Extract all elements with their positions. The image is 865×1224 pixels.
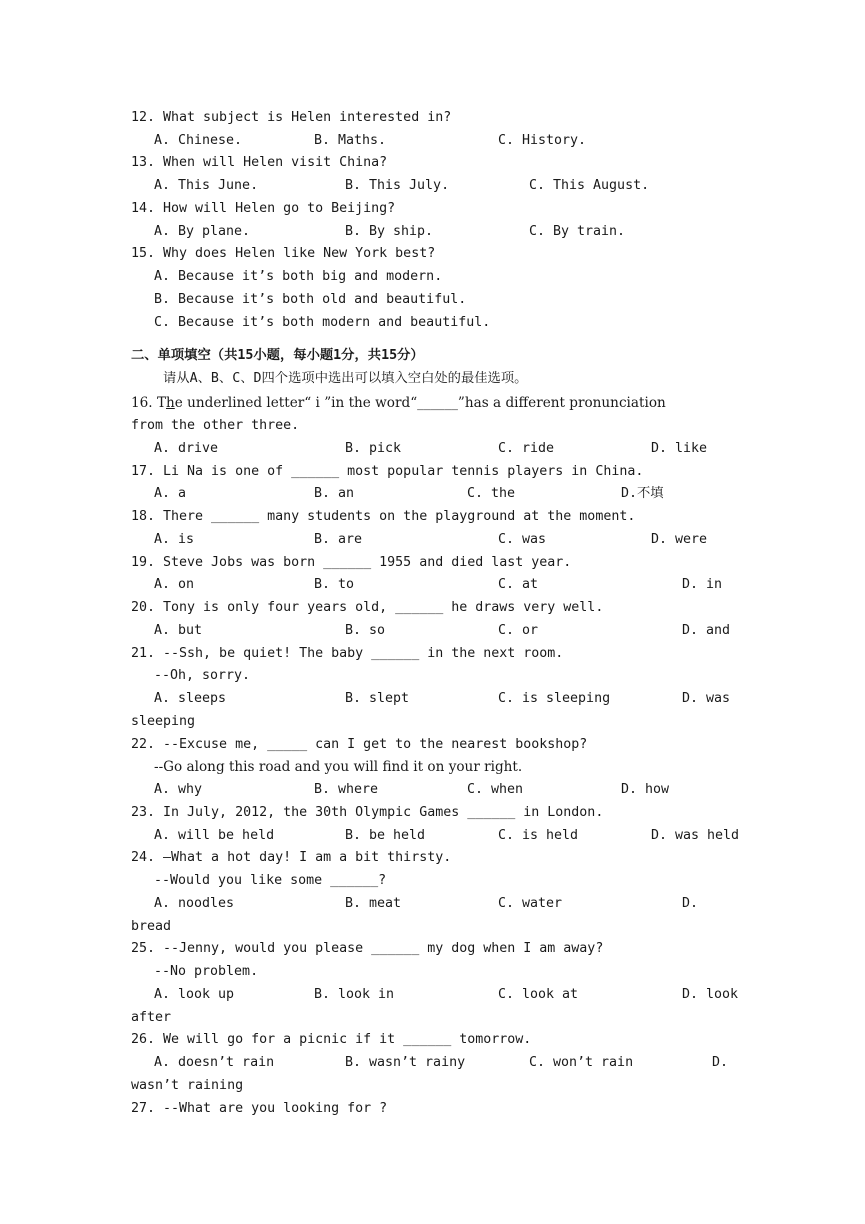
text-line: 请从A、B、C、D四个选项中选出可以填入空白处的最佳选项。 xyxy=(163,371,528,386)
text-line: 24. –What a hot day! I am a bit thirsty. xyxy=(131,850,452,865)
text-line: A. sleeps xyxy=(154,691,227,706)
text-line: 17. Li Na is one of ______ most popular tennis players in China. xyxy=(131,464,644,479)
answer-option: C. is held xyxy=(498,828,579,843)
text-line: 15. Why does Helen like New York best? xyxy=(131,246,436,261)
answer-option: D. were xyxy=(651,532,708,547)
answer-option: B. where xyxy=(314,782,379,797)
answer-option: D. xyxy=(682,896,699,911)
text-line: 18. There ______ many students on the playground at the moment. xyxy=(131,509,636,524)
answer-option: D. and xyxy=(682,623,731,638)
answer-option: B. slept xyxy=(345,691,410,706)
text-line: 21. --Ssh, be quiet! The baby ______ in the next room. xyxy=(131,646,564,661)
text-line: --Oh, sorry. xyxy=(154,668,251,683)
answer-option: C. ride xyxy=(498,441,555,456)
text-line: B. Because it’s both old and beautiful. xyxy=(154,292,467,307)
text-line: from the other three. xyxy=(131,418,300,433)
answer-option: C. was xyxy=(498,532,547,547)
text-line: --Go along this road and you will find it on your right. xyxy=(154,759,523,775)
answer-option: D. in xyxy=(682,577,723,592)
text-line: A. By plane. xyxy=(154,224,251,239)
underlined-letter: h xyxy=(166,395,175,411)
answer-option: B. meat xyxy=(345,896,402,911)
answer-option: B. Maths. xyxy=(314,133,387,148)
answer-option: C. at xyxy=(498,577,539,592)
text-line: A. is xyxy=(154,532,195,547)
answer-option: C. won’t rain xyxy=(529,1055,634,1070)
text-line: 27. --What are you looking for ? xyxy=(131,1101,388,1116)
answer-option: B. an xyxy=(314,486,355,501)
answer-option: B. wasn’t rainy xyxy=(345,1055,466,1070)
text-line: 14. How will Helen go to Beijing? xyxy=(131,201,396,216)
answer-option: B. By ship. xyxy=(345,224,434,239)
text-line: A. a xyxy=(154,486,187,501)
answer-option: B. are xyxy=(314,532,363,547)
answer-option: B. look in xyxy=(314,987,395,1002)
text-line: 12. What subject is Helen interested in? xyxy=(131,110,452,125)
text-line: 23. In July, 2012, the 30th Olympic Games ______ in London. xyxy=(131,805,604,820)
answer-option: D.不填 xyxy=(621,486,664,501)
answer-option: C. is sleeping xyxy=(498,691,611,706)
answer-option: D. look xyxy=(682,987,739,1002)
answer-option: D. was held xyxy=(651,828,740,843)
answer-option: C. By train. xyxy=(529,224,626,239)
text-line: 22. --Excuse me, _____ can I get to the nearest bookshop? xyxy=(131,737,588,752)
text-line: A. noodles xyxy=(154,896,235,911)
text-line: sleeping xyxy=(131,714,196,729)
text-line: A. Chinese. xyxy=(154,133,243,148)
answer-option: C. History. xyxy=(498,133,587,148)
text-line: bread xyxy=(131,919,172,934)
answer-option: C. look at xyxy=(498,987,579,1002)
text-line: --Would you like some ______? xyxy=(154,873,387,888)
answer-option: B. be held xyxy=(345,828,426,843)
text-line: 16. The underlined letter“ i ”in the word“______”has a different pronunciation xyxy=(131,395,666,411)
answer-option: C. or xyxy=(498,623,539,638)
answer-option: B. to xyxy=(314,577,355,592)
answer-option: D. like xyxy=(651,441,708,456)
answer-option: C. water xyxy=(498,896,563,911)
answer-option: C. when xyxy=(467,782,524,797)
text-line: A. will be held xyxy=(154,828,275,843)
text-line: A. why xyxy=(154,782,203,797)
text-line: 二、单项填空（共15小题，每小题1分，共15分） xyxy=(131,348,424,363)
answer-option: C. the xyxy=(467,486,516,501)
text-line: 25. --Jenny, would you please ______ my dog when I am away? xyxy=(131,941,604,956)
text-line: --No problem. xyxy=(154,964,259,979)
text-line: wasn’t raining xyxy=(131,1078,244,1093)
text-line: 20. Tony is only four years old, ______ he draws very well. xyxy=(131,600,604,615)
text-line: A. on xyxy=(154,577,195,592)
text-line: A. doesn’t rain xyxy=(154,1055,275,1070)
answer-option: D. how xyxy=(621,782,670,797)
answer-option: D. was xyxy=(682,691,731,706)
text-line: 13. When will Helen visit China? xyxy=(131,155,388,170)
text-line: A. Because it’s both big and modern. xyxy=(154,269,443,284)
answer-option: C. This August. xyxy=(529,178,650,193)
text-line: A. look up xyxy=(154,987,235,1002)
text-line: A. This June. xyxy=(154,178,259,193)
text-line: A. but xyxy=(154,623,203,638)
answer-option: B. pick xyxy=(345,441,402,456)
text-line: 19. Steve Jobs was born ______ 1955 and died last year. xyxy=(131,555,572,570)
text-line: after xyxy=(131,1010,172,1025)
answer-option: D. xyxy=(712,1055,729,1070)
answer-option: B. This July. xyxy=(345,178,450,193)
text-line: C. Because it’s both modern and beautiful. xyxy=(154,315,491,330)
text-line: A. drive xyxy=(154,441,219,456)
answer-option: B. so xyxy=(345,623,386,638)
text-line: 26. We will go for a picnic if it ______ tomorrow. xyxy=(131,1032,532,1047)
